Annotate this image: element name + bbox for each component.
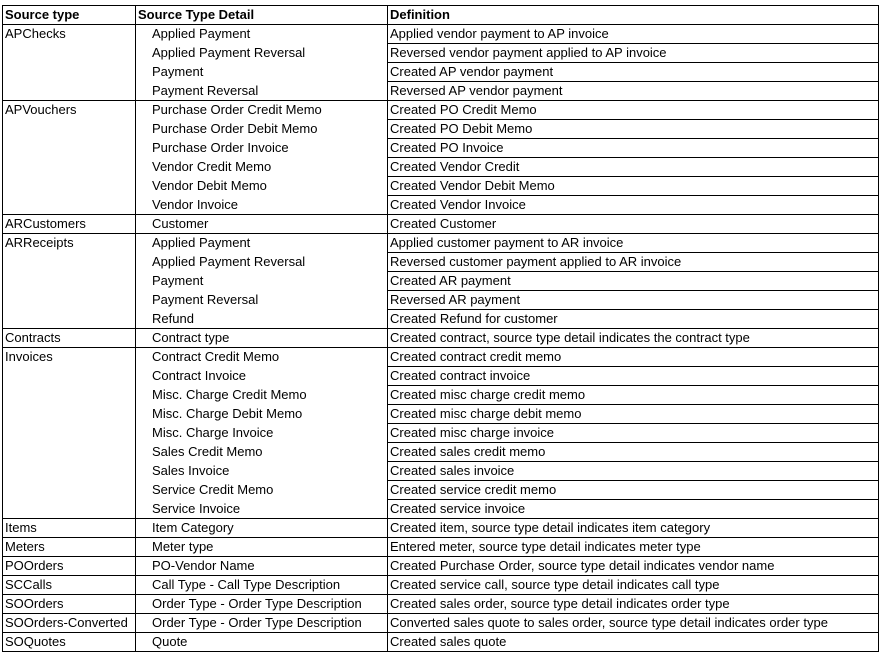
header-definition: Definition: [388, 6, 879, 25]
source-type-cell: [3, 158, 136, 177]
table-row: [3, 614, 879, 633]
source-type-cell: SOQuotes: [3, 633, 136, 652]
table-row: [3, 538, 879, 557]
definition-cell: Applied vendor payment to AP invoice: [388, 25, 879, 44]
source-type-cell: Items: [3, 519, 136, 538]
source-type-cell: [3, 481, 136, 500]
source-type-detail-cell: Customer: [136, 215, 388, 234]
table-row: [3, 101, 879, 120]
source-type-cell: [3, 291, 136, 310]
definition-cell: Entered meter, source type detail indicates meter type: [388, 538, 879, 557]
source-type-detail-cell: Applied Payment Reversal: [136, 44, 388, 63]
source-type-cell: [3, 253, 136, 272]
table-row: [3, 329, 879, 348]
table-row: [3, 291, 879, 310]
source-type-cell: APChecks: [3, 25, 136, 44]
source-type-cell: [3, 386, 136, 405]
source-type-detail-cell: PO-Vendor Name: [136, 557, 388, 576]
definition-cell: Applied customer payment to AR invoice: [388, 234, 879, 253]
table-row: [3, 82, 879, 101]
source-type-cell: [3, 405, 136, 424]
definition-cell: Created sales invoice: [388, 462, 879, 481]
definition-cell: Created sales credit memo: [388, 443, 879, 462]
definition-cell: Reversed vendor payment applied to AP invoice: [388, 44, 879, 63]
definition-cell: Created PO Invoice: [388, 139, 879, 158]
source-type-detail-cell: Misc. Charge Debit Memo: [136, 405, 388, 424]
table-row: [3, 348, 879, 367]
definition-cell: Created PO Debit Memo: [388, 120, 879, 139]
definition-cell: Reversed customer payment applied to AR invoice: [388, 253, 879, 272]
source-type-detail-cell: Service Credit Memo: [136, 481, 388, 500]
source-type-detail-cell: Item Category: [136, 519, 388, 538]
source-type-detail-cell: Vendor Credit Memo: [136, 158, 388, 177]
table-row: [3, 253, 879, 272]
source-type-cell: [3, 443, 136, 462]
source-type-detail-cell: Purchase Order Credit Memo: [136, 101, 388, 120]
source-type-detail-cell: Call Type - Call Type Description: [136, 576, 388, 595]
definition-cell: Created Refund for customer: [388, 310, 879, 329]
source-type-detail-cell: Misc. Charge Invoice: [136, 424, 388, 443]
header-source-type: Source type: [3, 6, 136, 25]
source-type-detail-cell: Contract type: [136, 329, 388, 348]
source-type-cell: [3, 177, 136, 196]
source-type-cell: Meters: [3, 538, 136, 557]
definition-cell: Created contract invoice: [388, 367, 879, 386]
source-type-detail-cell: Order Type - Order Type Description: [136, 595, 388, 614]
table-row: [3, 44, 879, 63]
definition-cell: Created misc charge invoice: [388, 424, 879, 443]
table-row: [3, 139, 879, 158]
source-type-detail-cell: Contract Invoice: [136, 367, 388, 386]
table-body: [3, 25, 879, 652]
source-type-detail-cell: Payment Reversal: [136, 291, 388, 310]
definition-cell: Created AR payment: [388, 272, 879, 291]
header-row: [3, 6, 879, 25]
table-row: [3, 63, 879, 82]
source-type-detail-cell: Purchase Order Debit Memo: [136, 120, 388, 139]
source-type-detail-cell: Applied Payment: [136, 234, 388, 253]
table-row: [3, 234, 879, 253]
table-row: [3, 443, 879, 462]
source-type-detail-cell: Payment: [136, 63, 388, 82]
definition-cell: Converted sales quote to sales order, source type detail indicates order type: [388, 614, 879, 633]
definition-cell: Created Purchase Order, source type detail indicates vendor name: [388, 557, 879, 576]
source-type-cell: [3, 82, 136, 101]
definition-cell: Reversed AP vendor payment: [388, 82, 879, 101]
table-row: [3, 386, 879, 405]
definition-cell: Created Vendor Credit: [388, 158, 879, 177]
table-row: [3, 595, 879, 614]
table-row: [3, 424, 879, 443]
source-type-detail-cell: Sales Invoice: [136, 462, 388, 481]
definition-cell: Created service invoice: [388, 500, 879, 519]
table-row: [3, 405, 879, 424]
source-type-detail-cell: Contract Credit Memo: [136, 348, 388, 367]
table-row: [3, 177, 879, 196]
definition-cell: Created contract credit memo: [388, 348, 879, 367]
table-row: [3, 196, 879, 215]
source-type-cell: Invoices: [3, 348, 136, 367]
source-type-detail-cell: Vendor Invoice: [136, 196, 388, 215]
source-type-cell: [3, 120, 136, 139]
table-row: [3, 462, 879, 481]
source-type-detail-cell: Sales Credit Memo: [136, 443, 388, 462]
source-type-cell: [3, 272, 136, 291]
source-type-cell: SCCalls: [3, 576, 136, 595]
source-type-detail-cell: Meter type: [136, 538, 388, 557]
table-row: [3, 481, 879, 500]
table-row: [3, 557, 879, 576]
source-type-detail-cell: Order Type - Order Type Description: [136, 614, 388, 633]
table-row: [3, 576, 879, 595]
source-type-cell: SOOrders-Converted: [3, 614, 136, 633]
definition-cell: Created misc charge debit memo: [388, 405, 879, 424]
table-row: [3, 633, 879, 652]
source-type-cell: Contracts: [3, 329, 136, 348]
definition-cell: Created misc charge credit memo: [388, 386, 879, 405]
definition-cell: Created PO Credit Memo: [388, 101, 879, 120]
definition-cell: Created contract, source type detail indicates the contract type: [388, 329, 879, 348]
source-type-detail-cell: Vendor Debit Memo: [136, 177, 388, 196]
definition-cell: Created item, source type detail indicates item category: [388, 519, 879, 538]
source-type-cell: POOrders: [3, 557, 136, 576]
definition-cell: Created service call, source type detail indicates call type: [388, 576, 879, 595]
table-row: [3, 158, 879, 177]
source-type-detail-cell: Service Invoice: [136, 500, 388, 519]
source-type-cell: [3, 462, 136, 481]
definition-cell: Created sales order, source type detail indicates order type: [388, 595, 879, 614]
source-type-cell: [3, 63, 136, 82]
source-type-detail-cell: Purchase Order Invoice: [136, 139, 388, 158]
source-type-cell: [3, 139, 136, 158]
table-row: [3, 25, 879, 44]
table-row: [3, 500, 879, 519]
source-type-cell: [3, 44, 136, 63]
table-row: [3, 272, 879, 291]
definition-cell: Created sales quote: [388, 633, 879, 652]
source-type-cell: ARReceipts: [3, 234, 136, 253]
definition-cell: Created Vendor Invoice: [388, 196, 879, 215]
source-type-cell: [3, 367, 136, 386]
definition-cell: Created service credit memo: [388, 481, 879, 500]
table-row: [3, 120, 879, 139]
source-type-cell: [3, 310, 136, 329]
source-type-detail-cell: Quote: [136, 633, 388, 652]
source-type-cell: APVouchers: [3, 101, 136, 120]
table-row: [3, 367, 879, 386]
source-type-detail-cell: Applied Payment: [136, 25, 388, 44]
definition-cell: Reversed AR payment: [388, 291, 879, 310]
definition-cell: Created Vendor Debit Memo: [388, 177, 879, 196]
source-type-cell: SOOrders: [3, 595, 136, 614]
table-header: [3, 6, 879, 25]
table-row: [3, 310, 879, 329]
header-source-type-detail: Source Type Detail: [136, 6, 388, 25]
table-row: [3, 519, 879, 538]
source-type-detail-cell: Misc. Charge Credit Memo: [136, 386, 388, 405]
source-type-detail-cell: Refund: [136, 310, 388, 329]
source-type-detail-cell: Applied Payment Reversal: [136, 253, 388, 272]
source-type-detail-cell: Payment: [136, 272, 388, 291]
source-type-detail-cell: Payment Reversal: [136, 82, 388, 101]
definition-cell: Created AP vendor payment: [388, 63, 879, 82]
source-type-cell: [3, 196, 136, 215]
source-type-cell: [3, 424, 136, 443]
source-type-cell: ARCustomers: [3, 215, 136, 234]
source-type-cell: [3, 500, 136, 519]
table-row: [3, 215, 879, 234]
definition-cell: Created Customer: [388, 215, 879, 234]
source-type-table: [2, 5, 879, 652]
